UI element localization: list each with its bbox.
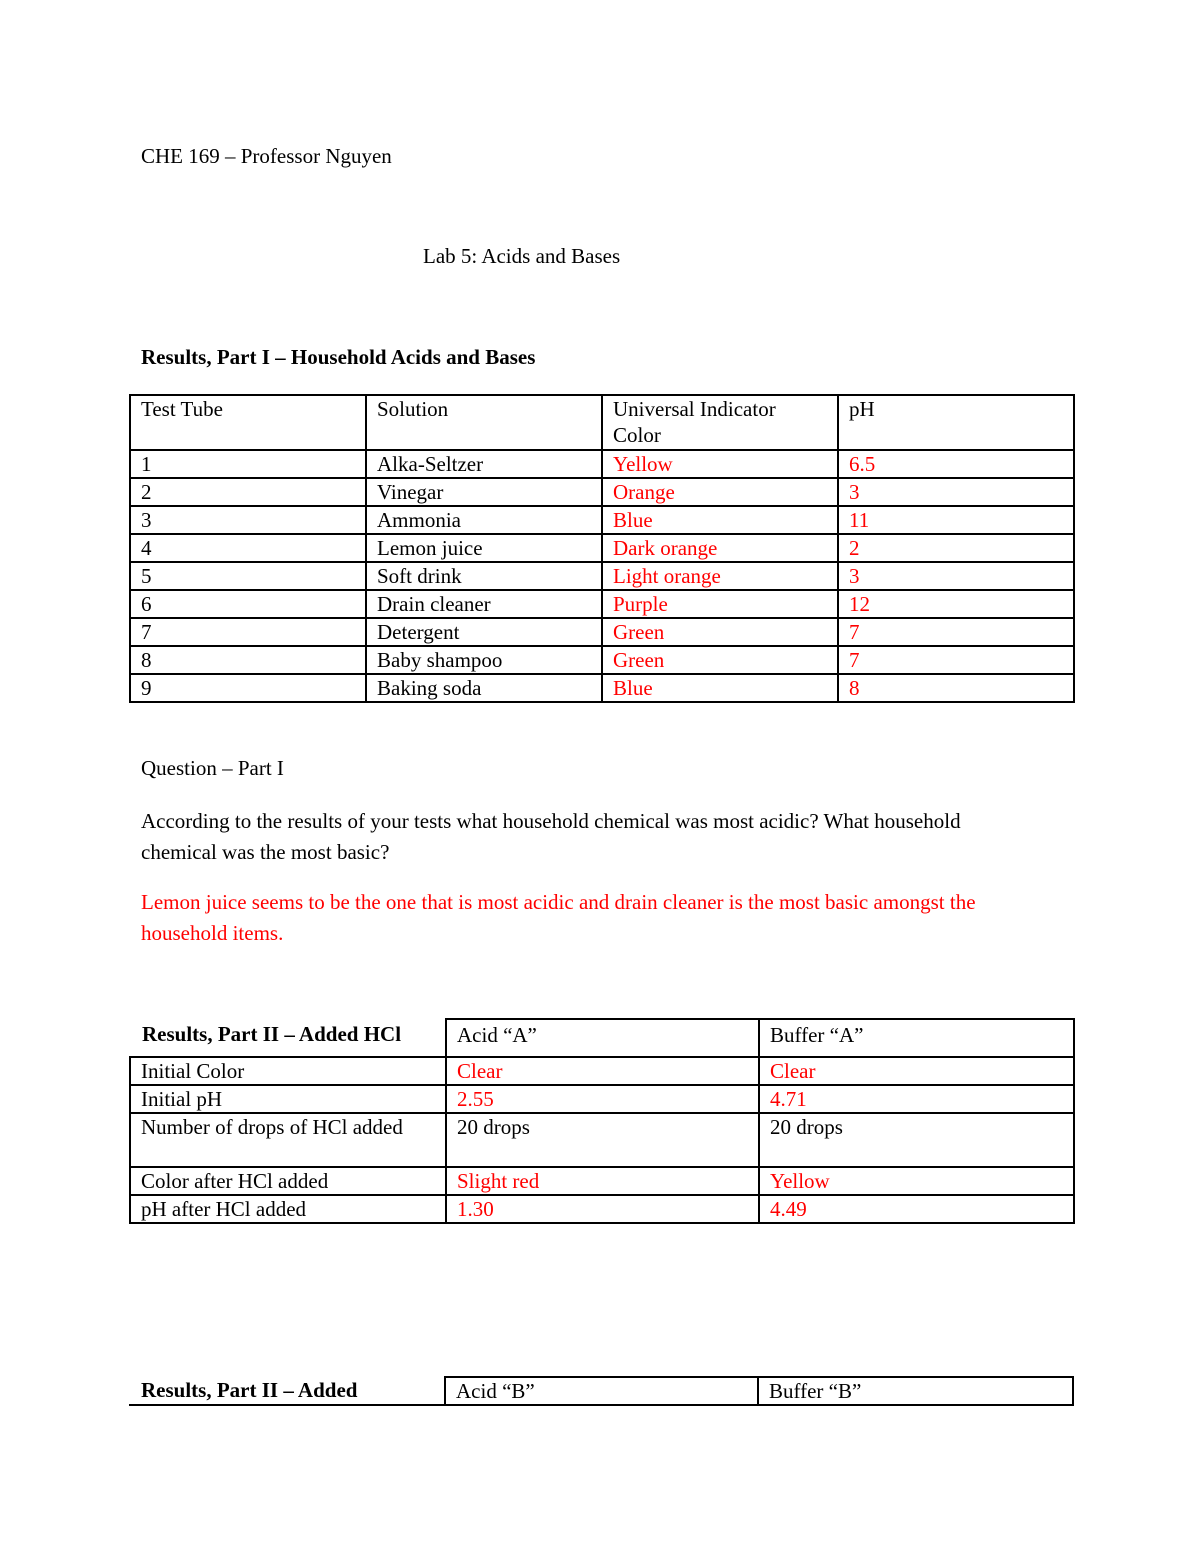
- tube-cell: 8: [130, 646, 366, 674]
- ph-cell: 2: [838, 534, 1074, 562]
- column-header-buffer-b: Buffer “B”: [758, 1377, 1073, 1405]
- tube-cell: 5: [130, 562, 366, 590]
- column-header-solution: Solution: [366, 395, 602, 450]
- ph-cell: 12: [838, 590, 1074, 618]
- acid-a-cell: Clear: [446, 1057, 759, 1085]
- ph-cell: 11: [838, 506, 1074, 534]
- color-cell: Yellow: [602, 450, 838, 478]
- buffer-a-cell: 4.71: [759, 1085, 1074, 1113]
- tube-cell: 9: [130, 674, 366, 702]
- household-results-table: [129, 394, 1075, 703]
- table-row: [130, 450, 1074, 478]
- acid-a-cell: 20 drops: [446, 1113, 759, 1167]
- tube-cell: 2: [130, 478, 366, 506]
- added-hcl-table-a: [129, 1018, 1075, 1224]
- solution-cell: Baking soda: [366, 674, 602, 702]
- solution-cell: Soft drink: [366, 562, 602, 590]
- tube-cell: 1: [130, 450, 366, 478]
- table-header-row: [129, 1377, 1073, 1405]
- table-row: [130, 590, 1074, 618]
- table-row: [130, 674, 1074, 702]
- table-header-row: [130, 395, 1074, 450]
- color-cell: Light orange: [602, 562, 838, 590]
- tube-cell: 6: [130, 590, 366, 618]
- row-label: Color after HCl added: [130, 1167, 446, 1195]
- table-row: [130, 1085, 1074, 1113]
- solution-cell: Detergent: [366, 618, 602, 646]
- tube-cell: 4: [130, 534, 366, 562]
- answer-text: Lemon juice seems to be the one that is most acidic and drain cleaner is the most basic amongst the household items.: [141, 890, 976, 945]
- acid-a-cell: 2.55: [446, 1085, 759, 1113]
- table-row: [130, 646, 1074, 674]
- solution-cell: Alka-Seltzer: [366, 450, 602, 478]
- column-header-test-tube: Test Tube: [130, 395, 366, 450]
- color-cell: Orange: [602, 478, 838, 506]
- table-row: [130, 618, 1074, 646]
- table-row: [130, 534, 1074, 562]
- ph-cell: 7: [838, 618, 1074, 646]
- color-cell: Green: [602, 618, 838, 646]
- buffer-a-cell: 4.49: [759, 1195, 1074, 1223]
- color-cell: Blue: [602, 674, 838, 702]
- table-row: [130, 506, 1074, 534]
- table-row: [130, 1113, 1074, 1167]
- solution-cell: Vinegar: [366, 478, 602, 506]
- acid-a-cell: Slight red: [446, 1167, 759, 1195]
- color-cell: Blue: [602, 506, 838, 534]
- question-text: According to the results of your tests what household chemical was most acidic? What household chemical was the most basic?: [141, 809, 961, 864]
- added-hcl-table-b: [129, 1376, 1074, 1406]
- acid-a-cell: 1.30: [446, 1195, 759, 1223]
- row-label: pH after HCl added: [130, 1195, 446, 1223]
- color-cell: Dark orange: [602, 534, 838, 562]
- course-title: CHE 169 – Professor Nguyen: [141, 144, 392, 168]
- part1-heading: Results, Part I – Household Acids and Bases: [141, 345, 536, 369]
- column-header-acid-b: Acid “B”: [445, 1377, 758, 1405]
- lab-title: Lab 5: Acids and Bases: [423, 244, 621, 268]
- row-label: Initial Color: [130, 1057, 446, 1085]
- column-header-indicator-color: Universal Indicator Color: [602, 395, 838, 450]
- solution-cell: Ammonia: [366, 506, 602, 534]
- column-header-buffer-a: Buffer “A”: [759, 1019, 1074, 1057]
- color-cell: Green: [602, 646, 838, 674]
- column-header-acid-a: Acid “A”: [446, 1019, 759, 1057]
- buffer-a-cell: 20 drops: [759, 1113, 1074, 1167]
- tube-cell: 7: [130, 618, 366, 646]
- ph-cell: 6.5: [838, 450, 1074, 478]
- table-header-row: [130, 1019, 1074, 1057]
- solution-cell: Baby shampoo: [366, 646, 602, 674]
- tube-cell: 3: [130, 506, 366, 534]
- ph-cell: 3: [838, 562, 1074, 590]
- buffer-a-cell: Clear: [759, 1057, 1074, 1085]
- solution-cell: Drain cleaner: [366, 590, 602, 618]
- solution-cell: Lemon juice: [366, 534, 602, 562]
- ph-cell: 7: [838, 646, 1074, 674]
- table-row: [130, 562, 1074, 590]
- ph-cell: 8: [838, 674, 1074, 702]
- row-label: Number of drops of HCl added: [130, 1113, 446, 1167]
- row-label: Initial pH: [130, 1085, 446, 1113]
- question-title: Question – Part I: [141, 756, 284, 780]
- color-cell: Purple: [602, 590, 838, 618]
- part2a-heading: Results, Part II – Added HCl: [130, 1019, 446, 1057]
- table-row: [130, 1195, 1074, 1223]
- part2b-heading: Results, Part II – Added: [129, 1377, 445, 1405]
- ph-cell: 3: [838, 478, 1074, 506]
- buffer-a-cell: Yellow: [759, 1167, 1074, 1195]
- column-header-ph: pH: [838, 395, 1074, 450]
- table-row: [130, 478, 1074, 506]
- table-row: [130, 1057, 1074, 1085]
- table-row: [130, 1167, 1074, 1195]
